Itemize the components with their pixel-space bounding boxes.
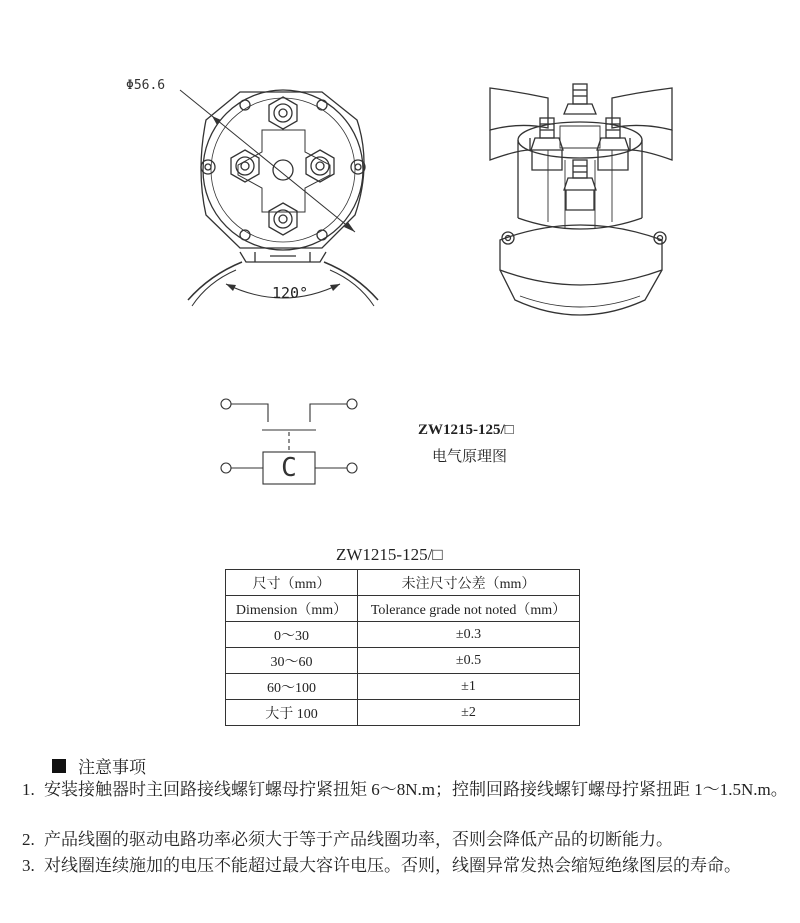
table-row	[226, 700, 580, 726]
table-cell: 大于 100	[226, 700, 358, 726]
table-cell: 0～30	[226, 622, 358, 648]
square-bullet-icon	[52, 759, 66, 773]
perspective-view-drawing	[490, 84, 672, 315]
note-number: 2.	[22, 830, 35, 849]
tolerance-table	[225, 569, 580, 726]
table-cell: ±1	[358, 674, 580, 700]
diagram-caption: 电气原理图	[432, 449, 508, 465]
table-row	[226, 648, 580, 674]
note-item	[22, 778, 792, 802]
note-text: 产品线圈的驱动电路功率必须大于等于产品线圈功率，否则会降低产品的切断能力。	[44, 830, 673, 849]
table-cell: 60～100	[226, 674, 358, 700]
top-view-drawing	[180, 90, 378, 306]
header-tolerance-cn: 未注尺寸公差（mm）	[358, 570, 580, 596]
table-cell: ±0.3	[358, 622, 580, 648]
note-item	[22, 828, 792, 852]
note-text: 对线圈连续施加的电压不能超过最大容许电压。否则，线圈异常发热会缩短绝缘图层的寿命。	[44, 856, 741, 875]
table-header-row	[226, 570, 580, 596]
table-header-row	[226, 596, 580, 622]
notes-heading-text: 注意事项	[78, 758, 146, 777]
angle-dimension-label: 120°	[272, 284, 309, 302]
table-row	[226, 622, 580, 648]
coil-symbol-label: C	[281, 453, 297, 483]
table-row	[226, 674, 580, 700]
diagram-model-label: ZW1215-125/□	[418, 422, 514, 438]
note-text: 安装接触器时主回路接线螺钉螺母拧紧扭矩 6～8N.m；控制回路接线螺钉螺母拧紧扭距 1～1.5N.m。	[44, 780, 788, 799]
header-dimension-cn: 尺寸（mm）	[226, 570, 358, 596]
header-tolerance-en: Tolerance grade not noted（mm）	[358, 596, 580, 622]
table-cell: ±2	[358, 700, 580, 726]
notes-heading	[52, 753, 146, 778]
table-cell: ±0.5	[358, 648, 580, 674]
note-number: 3.	[22, 856, 35, 875]
table-cell: 30～60	[226, 648, 358, 674]
note-number: 1.	[22, 780, 35, 799]
header-dimension-en: Dimension（mm）	[226, 596, 358, 622]
diameter-dimension-label: Φ56.6	[126, 78, 166, 93]
note-item	[22, 854, 792, 878]
table-title: ZW1215-125/□	[336, 545, 443, 564]
